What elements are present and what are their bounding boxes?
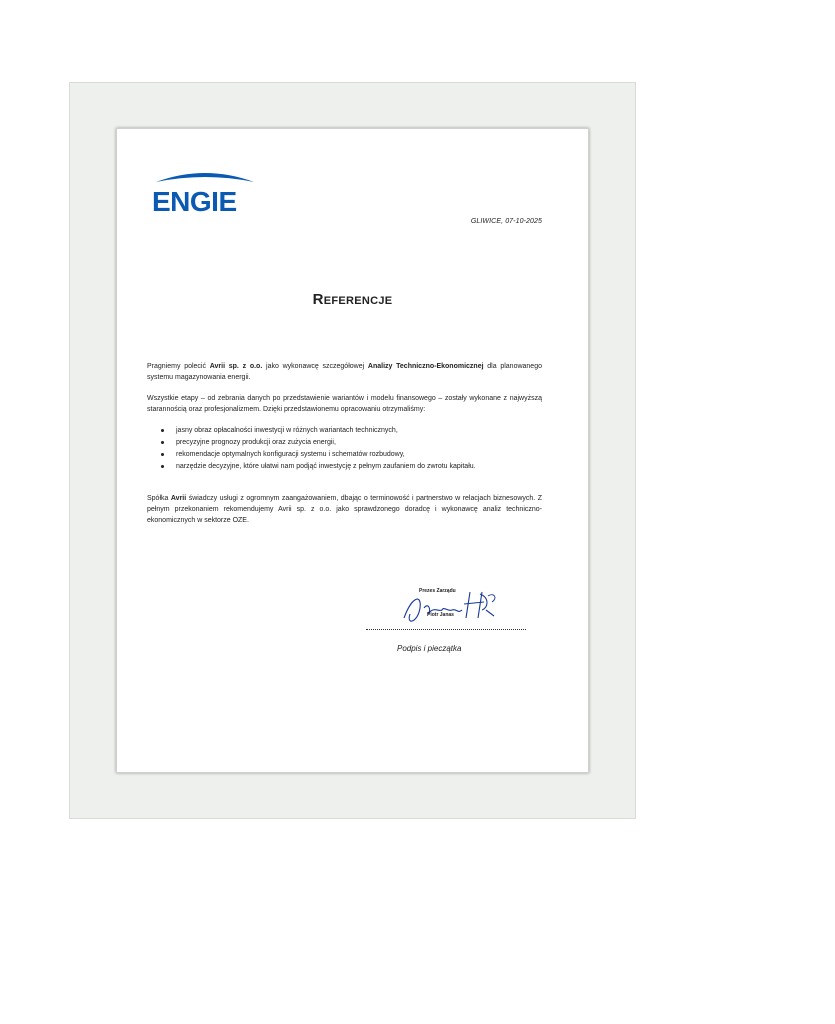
reference-letter [116, 128, 589, 773]
list-item: rekomendacje optymalnych konfiguracji systemu i schematów rozbudowy, [176, 449, 542, 460]
engie-logo-text: ENGIE [152, 186, 237, 216]
letter-body [147, 361, 542, 536]
list-item: precyzyjne prognozy produkcji oraz zużycia energii, [176, 437, 542, 448]
list-item: narzędzie decyzyjne, które ułatwi nam podjąć inwestycję z pełnym zaufaniem do zwrotu kapitału. [176, 461, 542, 472]
paragraph-recommendation: Spółka Avrii świadczy usługi z ogromnym zaangażowaniem, dbając o terminowość i partnerstwo w relacjach biznesowych. Z pełnym przekonaniem rekomendujemy Avrii sp. z o.o. jako sprawdzonego doradcę i wykonawcę analiz techniczno-ekonomicznych w sektorze OZE. [147, 495, 542, 524]
list-item: jasny obraz opłacalności inwestycji w różnych wariantach technicznych, [176, 425, 542, 436]
letter-title: Referencje [312, 291, 393, 308]
signature-caption: Podpis i pieczątka [397, 644, 462, 653]
handwritten-signature [398, 588, 518, 630]
bullet-icon [161, 441, 164, 444]
bullet-icon [161, 465, 164, 468]
paragraph-intro: Pragniemy polecić Avrii sp. z o.o. jako wykonawcę szczegółowej Analizy Techniczno-Ekonomicznej dla planowanego systemu magazynowania energii. [147, 363, 542, 381]
letter-date: GLIWICE, 07-10-2025 [470, 218, 542, 225]
paragraph-stages: Wszystkie etapy – od zebrania danych po przedstawienie wariantów i modelu finansowego – zostały wykonane z najwyższą starannością oraz profesjonalizmem. Dzięki przedstawionemu opracowaniu otrzymaliśmy: [147, 395, 542, 413]
benefits-list [147, 425, 542, 472]
signature-line [366, 629, 526, 630]
signer-name: Piotr Janas [427, 612, 454, 618]
bullet-icon [161, 453, 164, 456]
bullet-icon [161, 429, 164, 432]
signer-role: Prezes Zarządu [419, 588, 456, 594]
engie-logo [150, 166, 260, 216]
